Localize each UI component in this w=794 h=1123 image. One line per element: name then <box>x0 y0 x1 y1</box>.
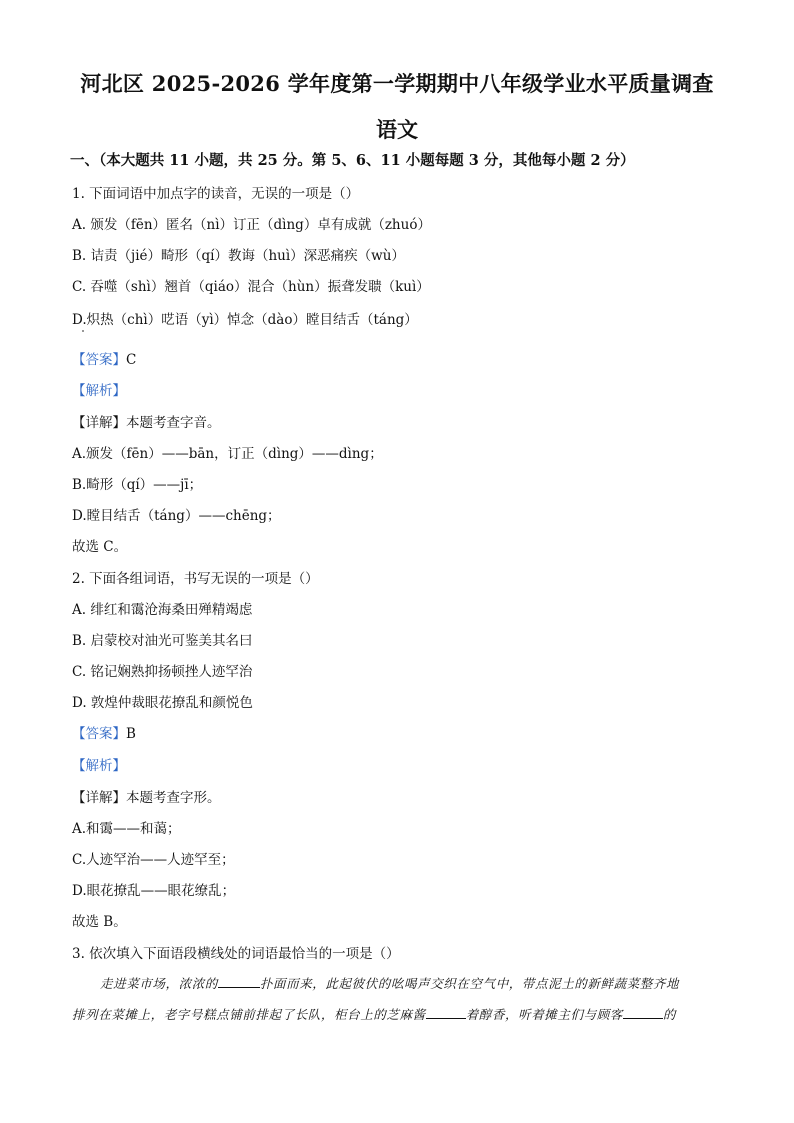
question-3-passage-line-2 <box>72 1005 676 1023</box>
question-2-detail <box>72 786 221 806</box>
question-1-option-b: B. 诘责（jié）畸形（qí）教诲（huì）深恶痛疾（wù） <box>72 248 405 264</box>
question-2-explain-c: C.人迹罕治——人迹罕至； <box>72 852 235 868</box>
question-2-option-c: C. 铭记娴熟抑扬顿挫人迹罕治 <box>72 664 253 680</box>
fill-blank-3 <box>623 1006 663 1019</box>
answer-value: B <box>126 726 136 742</box>
question-1-explain-d: D.瞠目结舌（táng）——chēng； <box>72 508 281 524</box>
document-title: 河北区 2025-2026 学年度第一学期期中八年级学业水平质量调查 <box>80 71 714 96</box>
question-2-analysis-tag: 【解析】 <box>72 758 126 774</box>
question-1-conclusion: 故选 C。 <box>72 539 128 555</box>
question-2-answer <box>72 722 136 742</box>
question-1-explain-b: B.畸形（qí）——jī； <box>72 477 203 493</box>
question-2-explain-a: A.和霭——和蔼； <box>72 821 181 837</box>
answer-tag: 【答案】 <box>72 352 126 368</box>
fill-blank-1 <box>218 975 260 988</box>
passage-text: 排列在菜摊上，老字号糕点铺前排起了长队，柜台上的芝麻酱 <box>72 1007 426 1022</box>
question-2-explain-d: D.眼花撩乱——眼花缭乱； <box>72 883 236 899</box>
question-3-passage-line-1 <box>100 974 679 992</box>
passage-text: 扑面而来，此起彼伏的吆喝声交织在空气中，带点泥土的新鲜蔬菜整齐地 <box>259 976 680 991</box>
question-1-option-d: D.炽热（chì）呓语（yì）悼念（dào）瞠目结舌（táng） <box>72 312 418 328</box>
question-1-analysis-tag: 【解析】 <box>72 383 126 399</box>
question-2-conclusion: 故选 B。 <box>72 914 127 930</box>
passage-text: 着醇香，听着摊主们与顾客 <box>465 1007 623 1022</box>
section-heading: 一、（本大题共 11 小题，共 25 分。第 5、6、11 小题每题 3 分，其他每小题 2 分） <box>70 152 635 169</box>
question-1-stem: 1. 下面词语中加点字的读音，无误的一项是（） <box>72 186 360 202</box>
detail-tag: 【详解】 <box>72 415 126 431</box>
detail-text: 本题考查字形。 <box>126 790 221 806</box>
answer-value: C <box>126 352 137 368</box>
question-2-option-a: A. 绯红和霭沧海桑田殚精竭虑 <box>72 602 253 618</box>
passage-text: 走进菜市场，浓浓的 <box>100 976 218 991</box>
question-2-option-b: B. 启蒙校对油光可鉴美其名曰 <box>72 633 253 649</box>
passage-text: 的 <box>662 1007 677 1022</box>
question-1-detail <box>72 411 221 431</box>
question-1-answer <box>72 348 136 368</box>
stray-dot-mark <box>82 330 84 332</box>
detail-tag: 【详解】 <box>72 790 126 806</box>
answer-tag: 【答案】 <box>72 726 126 742</box>
question-1-option-c: C. 吞噬（shì）翘首（qiáo）混合（hùn）振聋发聩（kuì） <box>72 279 430 295</box>
question-2-option-d: D. 敦煌仲裁眼花撩乱和颜悦色 <box>72 695 253 711</box>
fill-blank-2 <box>426 1006 466 1019</box>
question-1-option-a: A. 颁发（fēn）匿名（nì）订正（dìng）卓有成就（zhuó） <box>72 217 431 233</box>
question-3-stem: 3. 依次填入下面语段横线处的词语最恰当的一项是（） <box>72 946 400 962</box>
question-1-explain-a: A.颁发（fēn）——bān，订正（dìng）——dìng； <box>72 446 383 462</box>
subject-title: 语文 <box>376 117 418 142</box>
detail-text: 本题考查字音。 <box>126 415 221 431</box>
question-2-stem: 2. 下面各组词语，书写无误的一项是（） <box>72 571 319 587</box>
